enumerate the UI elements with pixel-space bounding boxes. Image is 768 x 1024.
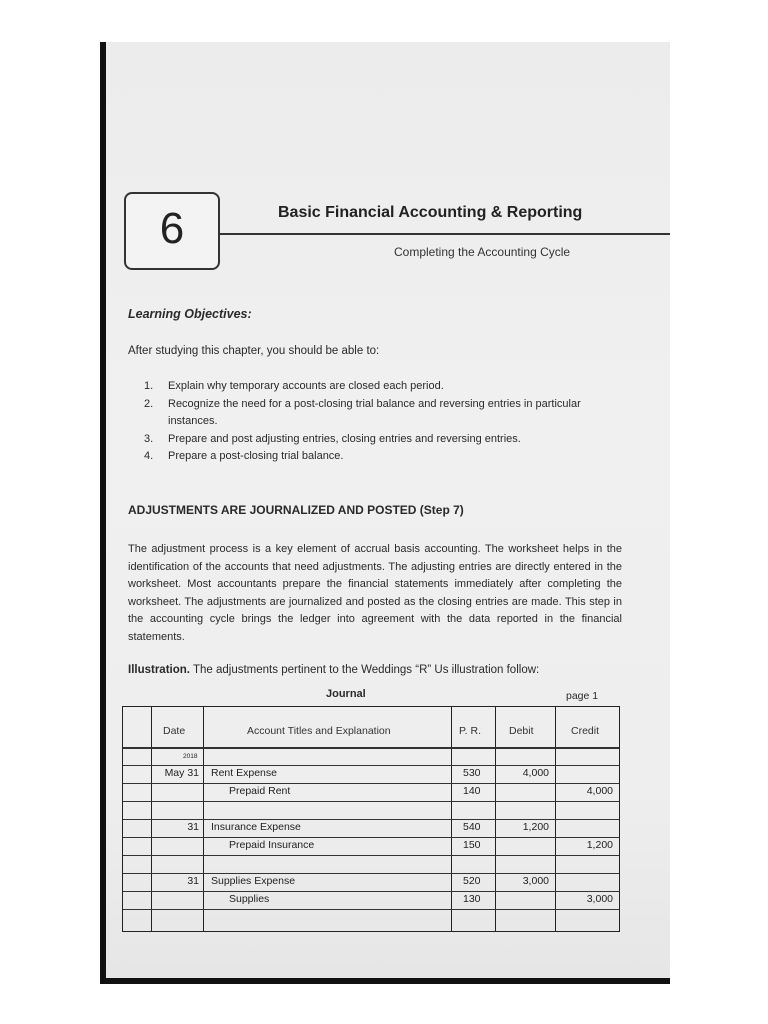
- journal-table: [122, 706, 620, 932]
- objective-number: 4.: [144, 450, 154, 462]
- debit-pr: 520: [463, 875, 481, 887]
- objective-number: 2.: [144, 397, 154, 410]
- debit-amount: 4,000: [522, 767, 549, 779]
- credit-account: Supplies: [229, 893, 270, 905]
- debit-amount: 3,000: [522, 875, 549, 887]
- objective-text: Explain why temporary accounts are closed each period.: [168, 380, 444, 392]
- row-rule: [123, 855, 619, 856]
- chapter-number: 6: [159, 204, 185, 253]
- credit-account: Prepaid Rent: [229, 785, 291, 797]
- journal-page-number: page 1: [566, 690, 599, 702]
- row-rule: [123, 765, 619, 766]
- objective-item: [134, 448, 604, 466]
- entry-date: 31: [187, 875, 199, 887]
- row-rule: [123, 909, 619, 910]
- illustration-text: The adjustments pertinent to the Weddings “R” Us illustration follow:: [192, 664, 540, 676]
- objective-text: Prepare and post adjusting entries, closing entries and reversing entries.: [168, 432, 521, 445]
- debit-amount: 1,200: [522, 821, 549, 833]
- debit-account: Supplies Expense: [211, 875, 296, 887]
- journal-title: Journal: [326, 688, 366, 700]
- header-pr: P. R.: [459, 725, 481, 737]
- chapter-subtitle: Completing the Accounting Cycle: [394, 245, 571, 259]
- credit-amount: 3,000: [586, 893, 613, 905]
- debit-pr: 530: [463, 767, 481, 779]
- section-paragraph: The adjustment process is a key element of accrual basis accounting. The worksheet helps in the identification of the accounts that need adjustments. The adjusting entries are directly entered in the worksheet. Most accountants prepare the financial statements immediately after completing the worksheet. The adjustments are journalized and posted as the closing entries are made. This step in the accounting cycle brings the ledger into agreement with the data reported in the financial statements.: [128, 543, 622, 643]
- row-rule: [123, 819, 619, 820]
- credit-pr: 140: [463, 785, 481, 797]
- section-heading: ADJUSTMENTS ARE JOURNALIZED AND POSTED (Step 7): [128, 503, 464, 517]
- credit-pr: 130: [463, 893, 481, 905]
- row-rule: [123, 873, 619, 874]
- journal-year: 2018: [183, 753, 198, 760]
- debit-account: Rent Expense: [211, 767, 277, 779]
- chapter-title: Basic Financial Accounting & Reporting: [278, 204, 583, 221]
- objective-item: [134, 396, 604, 431]
- objective-item: [134, 431, 604, 449]
- header-debit: Debit: [509, 725, 534, 737]
- credit-account: Prepaid Insurance: [229, 839, 315, 851]
- row-rule: [123, 891, 619, 892]
- objective-text: Prepare a post-closing trial balance.: [168, 450, 344, 462]
- debit-account: Insurance Expense: [211, 821, 301, 833]
- debit-pr: 540: [463, 821, 481, 833]
- objective-text: Recognize the need for a post-closing trial balance and reversing entries in particular instances.: [168, 397, 581, 427]
- header-date: Date: [163, 725, 186, 737]
- entry-date: May 31: [164, 767, 199, 779]
- book-page: [106, 42, 670, 978]
- chapter-rule: [218, 233, 670, 235]
- learning-objectives-heading: Learning Objectives:: [128, 307, 252, 321]
- row-rule: [123, 801, 619, 802]
- row-rule: [123, 837, 619, 838]
- objective-number: 1.: [144, 380, 154, 392]
- objective-item: [134, 378, 604, 396]
- credit-amount: 1,200: [586, 839, 613, 851]
- illustration-label: Illustration.: [128, 664, 190, 676]
- learning-objectives-intro: After studying this chapter, you should be able to:: [128, 345, 380, 357]
- learning-objectives-list: [134, 378, 604, 466]
- illustration-line: [128, 664, 539, 676]
- chapter-number-box: [124, 192, 220, 270]
- entry-date: 31: [187, 821, 199, 833]
- credit-pr: 150: [463, 839, 481, 851]
- row-rule: [123, 783, 619, 784]
- header-rule: [123, 747, 619, 749]
- objective-number: 3.: [144, 432, 154, 445]
- credit-amount: 4,000: [586, 785, 613, 797]
- header-credit: Credit: [571, 725, 600, 737]
- header-account: Account Titles and Explanation: [247, 725, 391, 737]
